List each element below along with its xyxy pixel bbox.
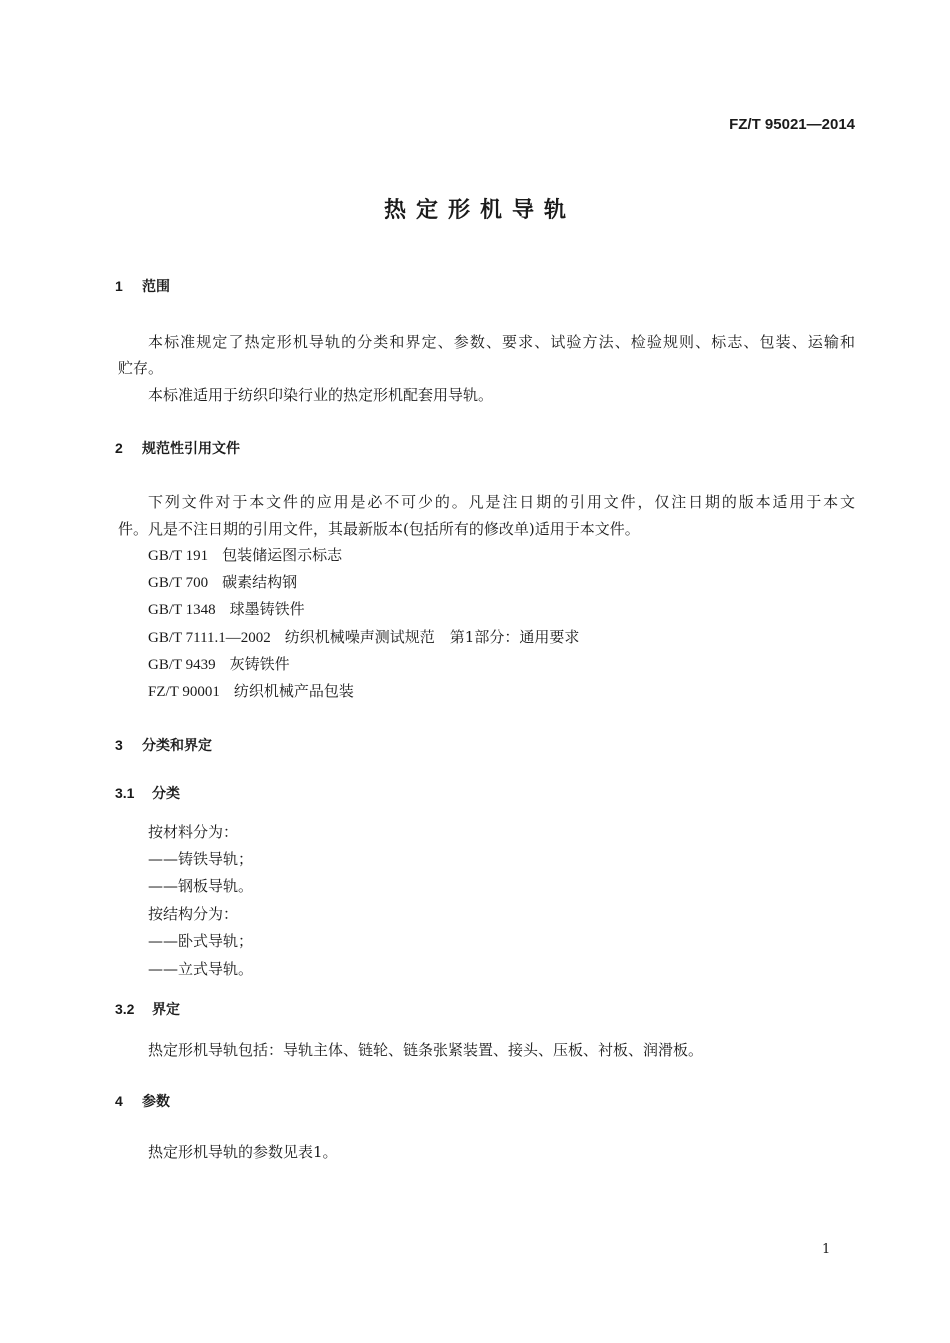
paragraph-line: 下列文件对于本文件的应用是必不可少的。凡是注日期的引用文件，仅注日期的版本适用于本文: [148, 493, 855, 511]
section-number: 1: [115, 278, 123, 294]
reference-code: GB/T 1348: [148, 602, 216, 618]
section-title: 界定: [152, 1002, 180, 1018]
reference-title: 纺织机械噪声测试规范 第1部分：通用要求: [284, 628, 580, 646]
section-number: 2: [115, 440, 123, 456]
page-number: 1: [822, 1242, 831, 1257]
reference-code: GB/T 9439: [148, 657, 216, 673]
reference-title: 包装储运图示标志: [222, 546, 343, 564]
reference-title: 灰铸铁件: [229, 655, 290, 673]
section-3-2-heading: [115, 999, 180, 1020]
section-4-heading: [115, 1091, 170, 1112]
paragraph-line: 件。凡是不注日期的引用文件，其最新版本(包括所有的修改单)适用于本文件。: [118, 520, 640, 538]
list-item: ——钢板导轨。: [148, 877, 254, 895]
paragraph: 热定形机导轨的参数见表1。: [148, 1143, 338, 1161]
reference-code: GB/T 191: [148, 548, 209, 564]
section-title: 参数: [142, 1094, 170, 1110]
paragraph: 热定形机导轨包括：导轨主体、链轮、链条张紧装置、接头、压板、衬板、润滑板。: [148, 1041, 704, 1059]
reference-title: 纺织机械产品包装: [233, 682, 354, 700]
list-line: 按材料分为：: [148, 823, 239, 841]
reference-item: [148, 654, 290, 675]
reference-item: [148, 572, 297, 593]
standard-number: FZ/T 95021—2014: [729, 116, 855, 133]
section-number: 3: [115, 737, 123, 753]
reference-item: [148, 627, 579, 648]
section-3-heading: [115, 735, 212, 756]
reference-item: [148, 681, 354, 702]
reference-code: FZ/T 90001: [148, 684, 220, 700]
section-1-heading: [115, 276, 170, 297]
list-item: ——卧式导轨；: [148, 932, 254, 950]
reference-title: 碳素结构钢: [222, 573, 298, 591]
section-title: 分类和界定: [142, 738, 212, 754]
paragraph-line: 本标准规定了热定形机导轨的分类和界定、参数、要求、试验方法、检验规则、标志、包装、运输和: [148, 333, 855, 351]
list-item: ——立式导轨。: [148, 960, 254, 978]
section-title: 规范性引用文件: [142, 441, 240, 457]
paragraph: 本标准适用于纺织印染行业的热定形机配套用导轨。: [148, 386, 494, 404]
reference-title: 球墨铸铁件: [229, 600, 305, 618]
section-title: 范围: [142, 279, 170, 295]
section-title: 分类: [152, 786, 180, 802]
reference-item: [148, 599, 305, 620]
section-3-1-heading: [115, 783, 180, 804]
section-number: 4: [115, 1093, 123, 1109]
section-2-heading: [115, 438, 240, 459]
paragraph-line: 贮存。: [118, 359, 164, 377]
reference-code: GB/T 7111.1—2002: [148, 630, 271, 646]
reference-code: GB/T 700: [148, 575, 209, 591]
list-item: ——铸铁导轨；: [148, 850, 254, 868]
section-number: 3.2: [115, 1001, 135, 1017]
document-title: 热定形机导轨: [383, 197, 576, 223]
reference-item: [148, 545, 342, 566]
section-number: 3.1: [115, 785, 135, 801]
list-line: 按结构分为：: [148, 905, 239, 923]
